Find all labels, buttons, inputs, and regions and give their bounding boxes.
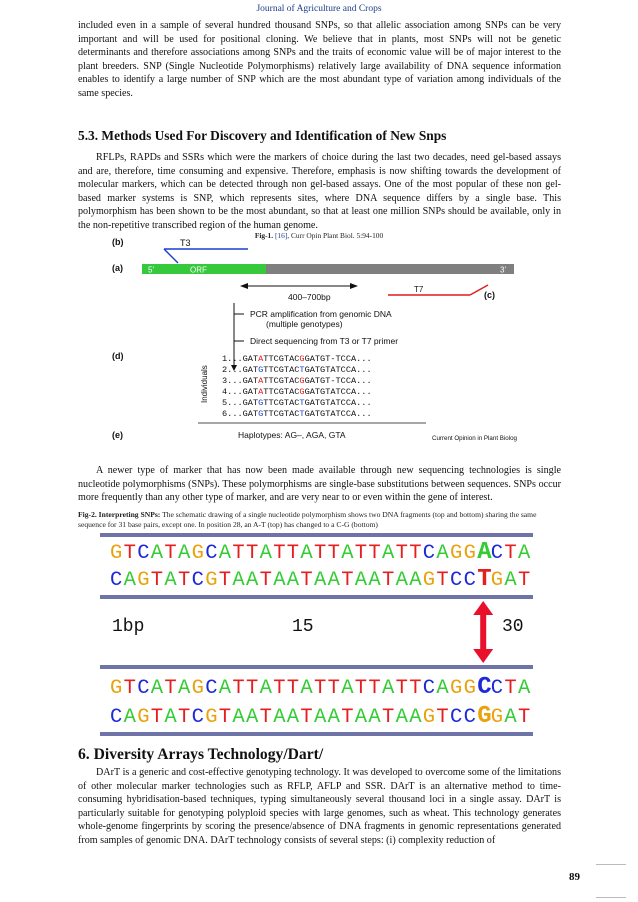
fig1-orf-label: ORF (190, 265, 207, 275)
fig2-base: T (218, 706, 232, 729)
fig2-base: A (150, 542, 164, 565)
fig1-sequence-segment: TTCGTAC (263, 376, 300, 386)
fig2-snp-arrow-shaft (480, 613, 486, 651)
fig2-base: A (504, 569, 517, 592)
fig1-sequence-segment: GATGT-TCCA... (304, 354, 372, 364)
fig2-base: T (518, 569, 531, 592)
fig1-sequence-segment: G (258, 409, 264, 419)
fig2-base: G (191, 542, 204, 565)
fig2-base: T (368, 677, 381, 700)
fig2-base: T (150, 706, 164, 729)
fig1-sequence-segment: TTCGTAC (263, 387, 300, 397)
fig1-sequence-row (222, 354, 372, 364)
fig2-base: A (123, 706, 136, 729)
fig2-base: T (477, 566, 492, 593)
fig2-base: A (150, 677, 164, 700)
fig2-base: A (273, 706, 286, 729)
fig2-base: G (477, 703, 492, 730)
fig2-base: A (259, 677, 272, 700)
fig1-caption-source: , Curr Opin Plant Biol. 5:94-100 (287, 231, 384, 240)
fig2-base: A (354, 706, 368, 729)
fig2-base: T (164, 542, 177, 565)
fig1-sequence-segment: 6... (222, 409, 243, 419)
fig2-base: G (463, 542, 476, 565)
fig1-source: Current Opinion in Plant Biolog (432, 435, 517, 442)
fig1-label-a: (a) (112, 263, 123, 273)
fig2-base: G (450, 677, 463, 700)
fig1-caption-ref[interactable]: [16] (274, 231, 288, 240)
fig1-sequence-segment: GATGT-TCCA... (304, 376, 372, 386)
fig2-base: A (286, 569, 300, 592)
fig2-base: A (395, 569, 408, 592)
fig2-base: T (300, 706, 313, 729)
fig2-base: A (314, 569, 327, 592)
fig1-sequence-segment: GATGTATCCA... (304, 387, 372, 397)
fig2-bottom-complement (110, 703, 530, 730)
fig2-base: G (490, 569, 504, 592)
fig2-base: A (246, 706, 259, 729)
fig2-base: G (463, 677, 476, 700)
fig2-base: G (422, 569, 436, 592)
fig2-base: T (504, 542, 517, 565)
fig1-sequence-row (222, 365, 372, 375)
fig1-sequence-segment: GATGTATCCA... (304, 409, 372, 419)
fig2-base: T (273, 542, 286, 565)
fig2-base: T (382, 706, 395, 729)
fig2-base: C (110, 706, 123, 729)
fig2-base: A (518, 542, 531, 565)
fig1-sequence-segment: GAT (242, 387, 259, 397)
fig2-base: C (137, 677, 150, 700)
section-5-3-paragraph: RFLPs, RAPDs and SSRs which were the markers of choice during the last two decades, need gel-based assays and are, therefore, time consuming and expensive. Therefore, emphasis is now shifting towards the development of molecular markers, which can be detected through non gel-based assays. One of the most popular of these non gel-based marker systems is SNP, which represents sites, where DNA sequence differs by a single base. This polymorphism has been shown to be the most abundant, so that at least one million SNPs should be available, only in the non-repetitive transcribed region of the human genome. (78, 152, 561, 231)
fig1-direct-seq: Direct sequencing from T3 or T7 primer (250, 336, 399, 346)
fig2-top-bar (100, 533, 533, 537)
fig1-sequence-segment: GATGTATCCA... (304, 365, 372, 375)
fig2-base: T (436, 569, 449, 592)
fig2-base: T (504, 677, 517, 700)
fig1-label-d: (d) (112, 351, 124, 361)
fig1-sequence-row (222, 398, 372, 408)
fig2-base: G (450, 542, 463, 565)
fig2-base: A (286, 706, 300, 729)
fig1-sequence-row (222, 376, 372, 386)
fig2-base: A (164, 706, 177, 729)
fig1-sequence-segment: G (299, 376, 305, 386)
fig1-sequence-row (222, 387, 372, 397)
fig1-sequence-segment: TTCGTAC (263, 365, 300, 375)
fig2-label-1bp: 1bp (112, 617, 145, 637)
fig2-base: T (300, 569, 313, 592)
fig2-base: T (354, 542, 368, 565)
fig1-sequence-segment: 1... (222, 354, 243, 364)
fig1-sequence-segment: G (258, 398, 264, 408)
fig2-base: A (232, 569, 245, 592)
fig2-label-15: 15 (292, 617, 314, 637)
fig2-base: C (463, 706, 476, 729)
fig2-base: C (422, 677, 436, 700)
fig2-base: A (368, 706, 381, 729)
fig2-base: T (259, 706, 272, 729)
fig1-sequence-segment: GAT (242, 365, 259, 375)
fig2-base: T (395, 542, 408, 565)
fig2-base: A (178, 677, 191, 700)
fig2-base: T (409, 542, 422, 565)
fig1-sequence-segment: T (299, 409, 305, 419)
fig1-sequence-segment: TTCGTAC (263, 409, 300, 419)
fig2-base: A (259, 542, 272, 565)
fig1-pcr-line2: (multiple genotypes) (266, 319, 343, 329)
fig2-base: A (327, 706, 340, 729)
fig1-label-e: (e) (112, 430, 123, 440)
fig1-size-label: 400–700bp (288, 292, 331, 302)
fig2-caption (78, 510, 561, 530)
fig2-base: T (436, 706, 449, 729)
fig1-sequence-segment: T (299, 365, 305, 375)
fig2-base: C (422, 542, 436, 565)
section-6-heading: 6. Diversity Arrays Technology/Dart/ (78, 746, 324, 763)
fig2-base: T (232, 677, 245, 700)
fig2-base: C (450, 569, 463, 592)
fig2-base: T (341, 706, 354, 729)
fig1-3prime: 3' (500, 265, 506, 275)
fig2-base: A (164, 569, 177, 592)
fig1-haplotypes: Haplotypes: AG–, AGA, GTA (238, 430, 346, 440)
fig2-base: C (450, 706, 463, 729)
figure-1-snp-discovery (108, 233, 548, 443)
fig2-base: C (463, 569, 476, 592)
fig2-base: T (354, 677, 368, 700)
fig2-base: A (218, 542, 232, 565)
figure-2-snp-schematic (100, 533, 533, 738)
fig2-base: T (314, 677, 327, 700)
fig2-divider-bar-2 (100, 665, 533, 669)
fig2-base: T (327, 542, 340, 565)
fig1-sequence-segment: T (299, 398, 305, 408)
fig2-base: A (518, 677, 531, 700)
fig1-sequence-segment: GAT (242, 354, 259, 364)
fig2-caption-bold: Fig-2. Interpreting SNPs: (78, 510, 161, 519)
fig2-base: A (368, 569, 381, 592)
fig2-base: C (490, 677, 504, 700)
fig1-size-arrow-left (240, 283, 248, 289)
fig2-label-30: 30 (502, 617, 524, 637)
fig1-sequence-segment: A (258, 376, 264, 386)
fig2-base: T (123, 542, 136, 565)
fig2-base: T (123, 677, 136, 700)
fig2-base: G (205, 706, 218, 729)
fig2-base: G (490, 706, 504, 729)
fig2-base: A (477, 539, 492, 566)
fig2-base: T (164, 677, 177, 700)
fig2-base: A (314, 706, 327, 729)
fig1-sequence-row (222, 409, 372, 419)
fig1-sequence-segment: GATGTATCCA... (304, 398, 372, 408)
fig1-t3-primer-tail (164, 249, 178, 263)
fig2-base: A (382, 677, 395, 700)
fig2-base: C (205, 677, 218, 700)
fig2-base: G (110, 542, 123, 565)
fig2-snp-arrow (473, 601, 493, 663)
fig2-base: A (273, 569, 286, 592)
fig2-base: A (218, 677, 232, 700)
fig2-base: A (395, 706, 408, 729)
fig1-size-arrow-right (350, 283, 358, 289)
fig1-sequence-segment: GAT (242, 376, 259, 386)
fig2-base: T (218, 569, 232, 592)
fig2-base: C (191, 569, 204, 592)
fig2-snp-arrow-down (473, 649, 493, 663)
fig2-base: T (395, 677, 408, 700)
fig2-base: A (178, 542, 191, 565)
fig2-caption-text: The schematic drawing of a single nucleotide polymorphism shows two DNA fragments (top and bottom) sharing the same sequence for 31 base pairs, except one. In position 28, an A-T (top) has changed to a C-G (bottom) (78, 510, 537, 529)
fig2-base: A (300, 542, 313, 565)
section-6-paragraph: DArT is a generic and cost-effective genotyping technology. It was developed to overcome some of the limitations of other molecular marker technologies such as RFLP, AFLP and SSR. DArT is an alternative method to time-consuming hybridisation-based techniques, typing simultaneously several thousand loci in a single assay. DArT is particularly suitable for genotyping polyploid species with large genomes, such as wheat. This technology generates whole-genome fingerprints by scoring the presence/absence of DNA fragments in genomic representations generated from samples of genomic DNA. DArT technology consists of several steps: (i) complexity reduction of (78, 767, 561, 846)
fig1-sequence-segment: 3... (222, 376, 243, 386)
fig1-individuals-label: Individuals (200, 365, 209, 403)
fig1-sequence-segment: G (258, 365, 264, 375)
fig2-base: T (178, 706, 191, 729)
fig2-base: T (273, 677, 286, 700)
fig2-base: C (205, 542, 218, 565)
journal-title: Journal of Agriculture and Crops (256, 4, 382, 14)
fig1-sequence-segment: G (299, 354, 305, 364)
fig2-base: G (110, 677, 123, 700)
fig2-base: A (382, 542, 395, 565)
fig1-t3-label: T3 (180, 238, 191, 248)
fig2-base: C (477, 674, 492, 701)
fig2-base: G (422, 706, 436, 729)
fig2-base: A (341, 542, 354, 565)
fig2-base: C (137, 542, 150, 565)
fig2-base: A (409, 706, 422, 729)
fig1-sequence-segment: 2... (222, 365, 243, 375)
fig1-caption-label: Fig-1. (254, 231, 274, 240)
fig1-sequence-segment: G (299, 387, 305, 397)
fig2-base: T (382, 569, 395, 592)
fig2-base: T (368, 542, 381, 565)
fig2-base: T (286, 677, 300, 700)
fig2-base: G (137, 569, 150, 592)
intro-paragraph: included even in a sample of several hundred thousand SNPs, so that allelic association among SNPs can be very important and will be used for positional cloning. We believe that in plants, most SNPs will not be genetic determinants and therefore associations among SNPs and the traits of economic value will be of major interest to the plant breeders. SNP (Single Nucleotide Polymorphisms) relatively large availability of DNA sequence information enables to identify a large number of SNP which are the most abundant type of variation among individuals of the same species. (78, 20, 561, 99)
marker-paragraph: A newer type of marker that has now been made available through new sequencing technologies is single nucleotide polymorphisms (SNPs). These polymorphisms are single-base substitutions between sequences. SNPs occur more frequently than any other type of marker, and are very near to or even within the gene of interest. (78, 465, 561, 504)
page-number-rule-bottom (596, 897, 626, 898)
fig2-base: G (137, 706, 150, 729)
fig2-divider-bar-1 (100, 595, 533, 599)
fig1-t7-label: T7 (414, 285, 424, 294)
fig2-base: T (259, 569, 272, 592)
fig1-sequence-segment: 4... (222, 387, 243, 397)
fig2-base: T (246, 542, 259, 565)
fig2-base: A (409, 569, 422, 592)
fig2-bottom-strand (110, 674, 531, 701)
fig1-sequence-segment: GAT (242, 398, 259, 408)
fig2-base: A (123, 569, 136, 592)
fig1-sequence-segment: A (258, 387, 264, 397)
fig1-sequence-segment: A (258, 354, 264, 364)
fig2-base: A (300, 677, 313, 700)
fig2-base: T (246, 677, 259, 700)
fig2-base: T (314, 542, 327, 565)
fig1-5prime: 5' (148, 265, 154, 275)
fig2-base: T (409, 677, 422, 700)
fig2-base: A (504, 706, 517, 729)
fig1-label-c: (c) (484, 290, 495, 300)
fig1-sequence-segment: TTCGTAC (263, 398, 300, 408)
fig2-top-complement (110, 566, 530, 593)
fig1-sequence-segment: 5... (222, 398, 243, 408)
fig2-bottom-bar (100, 732, 533, 736)
fig2-base: T (178, 569, 191, 592)
page-number: 89 (569, 871, 580, 883)
fig1-pcr-line1: PCR amplification from genomic DNA (250, 309, 392, 319)
fig2-base: G (205, 569, 218, 592)
fig2-base: C (490, 542, 504, 565)
fig2-base: C (110, 569, 123, 592)
fig1-sequence-segment: TTCGTAC (263, 354, 300, 364)
fig2-base: G (191, 677, 204, 700)
fig1-label-b: (b) (112, 237, 124, 247)
fig1-genomic-bar (266, 264, 514, 274)
fig2-base: A (436, 542, 449, 565)
fig2-base: A (436, 677, 449, 700)
fig2-base: T (518, 706, 531, 729)
fig2-base: T (341, 569, 354, 592)
fig2-base: C (191, 706, 204, 729)
fig2-base: A (341, 677, 354, 700)
fig2-base: T (286, 542, 300, 565)
fig2-base: T (327, 677, 340, 700)
page-number-rule-top (596, 864, 626, 865)
fig2-top-strand (110, 539, 531, 566)
fig2-base: A (246, 569, 259, 592)
fig2-base: A (232, 706, 245, 729)
fig2-base: T (150, 569, 164, 592)
fig2-base: T (232, 542, 245, 565)
fig2-snp-arrow-up (473, 601, 493, 615)
fig2-base: A (327, 569, 340, 592)
fig2-base: A (354, 569, 368, 592)
fig1-sequence-rows (222, 354, 372, 419)
fig1-sequence-segment: GAT (242, 409, 259, 419)
section-5-3-heading: 5.3. Methods Used For Discovery and Identification of New Snps (78, 128, 447, 143)
